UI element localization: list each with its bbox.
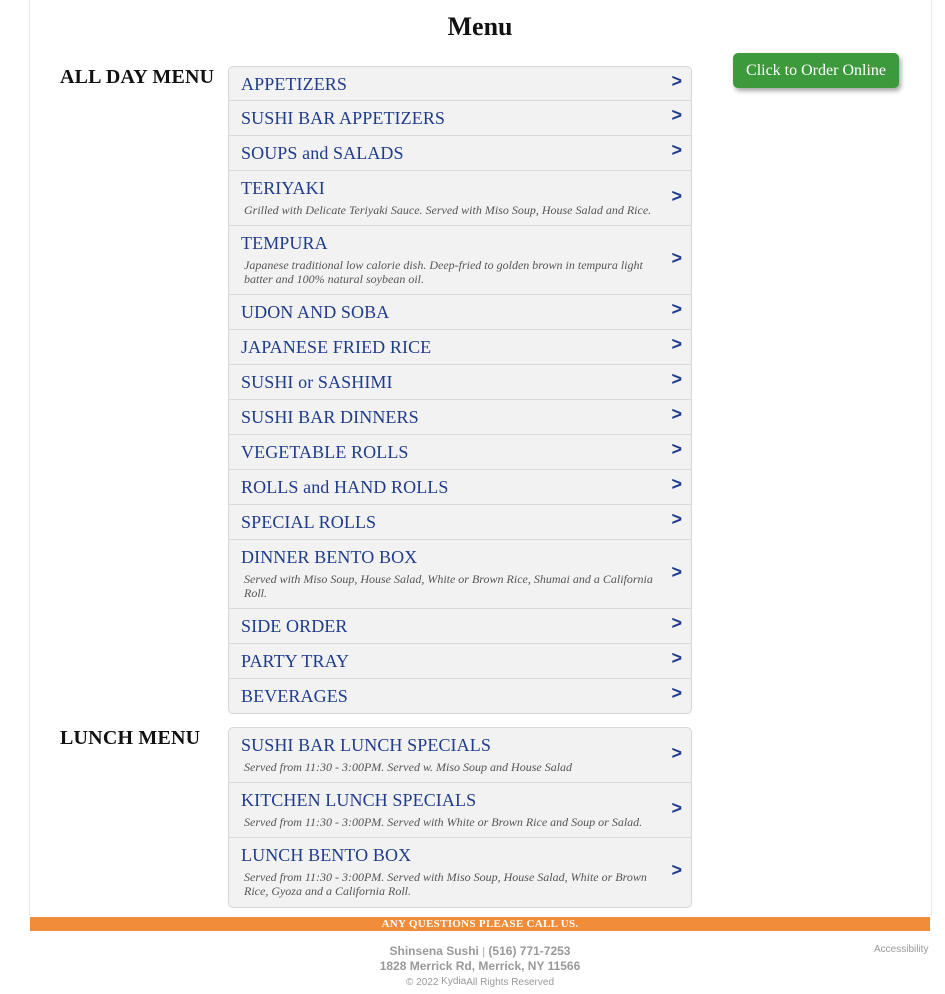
- category-name: SOUPS and SALADS: [241, 143, 404, 163]
- footer: [0, 944, 945, 991]
- lunch-category-sushi-bar-lunch-specials[interactable]: [229, 728, 691, 783]
- menu-category-soups-and-salads[interactable]: [229, 136, 691, 171]
- menu-category-tempura[interactable]: [229, 226, 691, 295]
- page-title: Menu: [447, 12, 513, 41]
- footer-rights: All Rights Reserved: [466, 977, 554, 988]
- menu-category-appetizers[interactable]: [229, 67, 691, 101]
- category-description: Served from 11:30 - 3:00PM. Served with Miso Soup, House Salad, White or Brown Rice, Gyoza and a California Roll.: [244, 870, 647, 898]
- menu-category-teriyaki[interactable]: [229, 171, 691, 226]
- menu-category-special-rolls[interactable]: [229, 505, 691, 540]
- chevron-right-icon: >: [671, 71, 682, 91]
- category-name: VEGETABLE ROLLS: [241, 442, 409, 462]
- lunch-menu-list: [228, 727, 692, 908]
- chevron-right-icon: >: [671, 613, 682, 633]
- category-name: TEMPURA: [241, 233, 328, 253]
- category-name: LUNCH BENTO BOX: [241, 845, 412, 865]
- menu-category-dinner-bento-box[interactable]: [229, 540, 691, 609]
- chevron-right-icon: >: [671, 683, 682, 703]
- chevron-right-icon: >: [671, 334, 682, 354]
- lunch-menu-label: LUNCH MENU: [60, 727, 201, 749]
- category-description: Grilled with Delicate Teriyaki Sauce. Served with Miso Soup, House Salad and Rice.: [244, 203, 652, 217]
- category-description: Served from 11:30 - 3:00PM. Served w. Miso Soup and House Salad: [244, 760, 573, 774]
- chevron-right-icon: >: [671, 860, 682, 880]
- category-description: Japanese traditional low calorie dish. Deep-fried to golden brown in tempura light batter and 100% natural soybean oil.: [244, 258, 643, 286]
- menu-category-udon-and-soba[interactable]: [229, 295, 691, 330]
- accessibility-link[interactable]: Accessibility: [874, 944, 929, 955]
- chevron-right-icon: >: [671, 186, 682, 206]
- category-name: SIDE ORDER: [241, 616, 348, 636]
- menu-category-sushi-or-sashimi[interactable]: [229, 365, 691, 400]
- category-name: UDON AND SOBA: [241, 302, 390, 322]
- menu-category-rolls-and-hand-rolls[interactable]: [229, 470, 691, 505]
- category-name: ROLLS and HAND ROLLS: [241, 477, 449, 497]
- category-name: SUSHI BAR APPETIZERS: [241, 108, 446, 128]
- chevron-right-icon: >: [671, 404, 682, 424]
- menu-category-sushi-bar-dinners[interactable]: [229, 400, 691, 435]
- category-description: Served from 11:30 - 3:00PM. Served with White or Brown Rice and Soup or Salad.: [244, 815, 643, 829]
- lunch-category-lunch-bento-box[interactable]: [229, 838, 691, 907]
- kydia-link[interactable]: Kydia: [441, 976, 467, 987]
- chevron-right-icon: >: [671, 369, 682, 389]
- chevron-right-icon: >: [671, 105, 682, 125]
- chevron-right-icon: >: [671, 474, 682, 494]
- call-us-bar: ANY QUESTIONS PLEASE CALL US.: [30, 917, 930, 931]
- footer-separator: |: [482, 946, 486, 958]
- menu-category-sushi-bar-appetizers[interactable]: [229, 101, 691, 136]
- chevron-right-icon: >: [671, 743, 682, 763]
- category-name: SUSHI BAR DINNERS: [241, 407, 419, 427]
- footer-restaurant-name: Shinsena Sushi: [389, 944, 479, 958]
- category-name: SUSHI BAR LUNCH SPECIALS: [241, 735, 491, 755]
- chevron-right-icon: >: [671, 299, 682, 319]
- chevron-right-icon: >: [671, 648, 682, 668]
- chevron-right-icon: >: [671, 509, 682, 529]
- footer-address: 1828 Merrick Rd, Merrick, NY 11566: [379, 959, 581, 973]
- menu-category-japanese-fried-rice[interactable]: [229, 330, 691, 365]
- all-day-menu-label: ALL DAY MENU: [60, 66, 215, 88]
- order-online-button[interactable]: Click to Order Online: [733, 53, 899, 88]
- category-name: KITCHEN LUNCH SPECIALS: [241, 790, 477, 810]
- lunch-category-kitchen-lunch-specials[interactable]: [229, 783, 691, 838]
- category-name: SPECIAL ROLLS: [241, 512, 377, 532]
- category-name: PARTY TRAY: [241, 651, 350, 671]
- chevron-right-icon: >: [671, 798, 682, 818]
- footer-phone-link[interactable]: (516) 771-7253: [488, 944, 571, 958]
- chevron-right-icon: >: [671, 140, 682, 160]
- category-name: SUSHI or SASHIMI: [241, 372, 393, 392]
- chevron-right-icon: >: [671, 439, 682, 459]
- footer-copyright: © 2022: [405, 977, 439, 988]
- category-name: BEVERAGES: [241, 686, 348, 706]
- category-name: JAPANESE FRIED RICE: [241, 337, 432, 357]
- chevron-right-icon: >: [671, 248, 682, 268]
- menu-category-side-order[interactable]: [229, 609, 691, 644]
- category-name: DINNER BENTO BOX: [241, 547, 418, 567]
- all-day-menu-list: [228, 66, 692, 714]
- menu-category-vegetable-rolls[interactable]: [229, 435, 691, 470]
- menu-category-beverages[interactable]: [229, 679, 691, 713]
- menu-category-party-tray[interactable]: [229, 644, 691, 679]
- chevron-right-icon: >: [671, 562, 682, 582]
- category-name: APPETIZERS: [241, 74, 348, 94]
- category-description: Served with Miso Soup, House Salad, White or Brown Rice, Shumai and a California Roll.: [244, 572, 653, 600]
- category-name: TERIYAKI: [241, 178, 325, 198]
